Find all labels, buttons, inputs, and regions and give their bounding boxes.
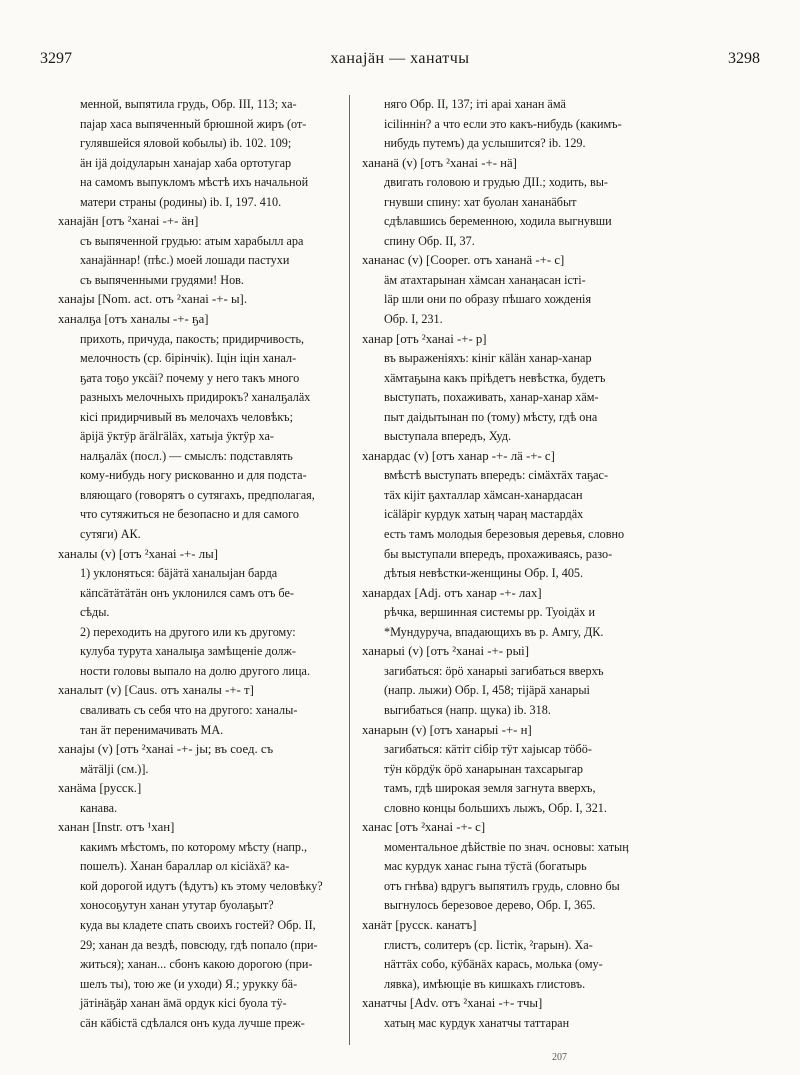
entry-line: канава. <box>80 800 118 815</box>
headword-line: ханатчы [Adv. отъ ²ханаі -+- тчы] <box>362 996 543 1011</box>
entry-line: мелочность (ср. бірінчік). Іцін іцін ханал- <box>80 351 297 366</box>
entry-line: ханаjӓннар! (пѣс.) моей лошади пастухи <box>80 253 290 268</box>
entry-line: менной, выпятила грудь, Обр. III, 113; ха- <box>80 97 297 111</box>
entry-line: куда вы кладете спать своихъ гостей? Обр. II, <box>80 917 316 932</box>
headword-line: хананас (v) [Cooper. отъ хананӓ -+- с] <box>362 253 565 268</box>
entry-line: гулявшейся яловой кобылы) ib. 102. 109; <box>80 136 292 151</box>
entry-line: дѣтыя невѣстки-женщины Обр. I, 405. <box>384 566 584 581</box>
entry-line: паjар хаса выпяченный брюшной жиръ (от- <box>80 116 307 131</box>
headword-line: ханӓма [русск.] <box>58 781 142 796</box>
printer-signature: 207 <box>552 1052 567 1063</box>
entry-line: ісіlіннін? а что если это какъ-нибудь (какимъ- <box>384 116 622 131</box>
entry-line: спину Обр. II, 37. <box>384 233 475 248</box>
entry-line: сдѣлавшись беременною, ходила выгнувши <box>384 214 612 229</box>
entry-line: словно концы большихъ лыжъ, Обр. I, 321. <box>384 800 607 815</box>
entry-line: выгибаться (напр. щука) ib. 318. <box>384 702 551 717</box>
running-title: ханаjӓн — ханатчы <box>330 50 470 67</box>
entry-line: ности головы выпало на долю другого лица. <box>80 663 311 678</box>
entry-line: вмѣстѣ выступать впередъ: сімӓхтӓх таҕас- <box>384 468 609 483</box>
entry-line: шелъ ты), тою же (и уходи) Я.; урукку бӓ- <box>80 976 298 991</box>
entry-line: съ выпяченными грудями! Нов. <box>80 272 244 287</box>
entry-line: ӓм атахтарынан хӓмсан ханаӊасан істі- <box>384 272 586 287</box>
entry-line: хоносоҕутун ханан утутар буолаҕыт? <box>80 898 274 913</box>
entry-line: что сутяжиться не безопасно и для самого <box>80 507 299 522</box>
entry-line: отъ гнѣва) вдругъ выпятилъ грудь, словно бы <box>384 878 620 893</box>
entry-line: *Мундуруча, впадающихъ въ р. Амгу, ДК. <box>384 624 604 639</box>
headword-line: ханар [отъ ²ханаі -+- р] <box>362 331 487 346</box>
entry-line: ӓріјӓ ӱктӱр ӓгӓlгӓlӓх, хатыја ӱктӱр ха- <box>80 429 274 444</box>
entry-line: налҕалӓх (посл.) — смыслъ: подставлять <box>80 448 293 463</box>
entry-line: мас курдук ханас гына тӱстӓ (богатырь <box>384 859 587 874</box>
entry-line: съ выпяченной грудью: атым харабылл ара <box>80 233 304 248</box>
entry-line: рѣчка, вершинная системы рр. Туоідӓх и <box>384 605 595 620</box>
entry-line: 2) переходить на другого или къ другому: <box>80 624 296 639</box>
entry-line: на самомъ выпукломъ мѣстѣ ихъ начальной <box>80 175 309 190</box>
headword-line: ханарын (v) [отъ ханарыі -+- н] <box>362 722 532 737</box>
headword-line: ханаjы (v) [отъ ²ханаі -+- јы; въ соед. съ <box>58 742 274 757</box>
headword-line: ханалы (v) [отъ ²ханаі -+- лы] <box>58 546 218 561</box>
headword-line: хананӓ (v) [отъ ²ханаі -+- нӓ] <box>362 155 517 170</box>
entry-line: хӓмтаҕына какъ пріѣдетъ невѣстка, будетъ <box>384 370 606 385</box>
entry-line: сӓн кӓбістӓ сдѣлался онъ куда лучше преж- <box>80 1015 305 1030</box>
entry-line: матери страны (родины) ib. I, 197. 410. <box>80 194 282 209</box>
entry-line: ҕата тоҕо уксӓі? почему у него такъ много <box>80 370 300 385</box>
entry-line: мӓтӓlјі (см.)]. <box>80 761 149 776</box>
page-number-right: 3298 <box>728 50 760 67</box>
entry-line: разныхъ мелочныхъ придирокъ? ханалҕалӓх <box>80 390 311 405</box>
entry-line: кӓпсӓтӓтӓтӓн онъ уклонился самъ отъ бе- <box>80 585 294 600</box>
entry-line: тӱн кӧрдӱк ӧрӧ ханарынан тахсарыгар <box>384 761 583 776</box>
page-header <box>40 50 760 74</box>
entry-line: кой дорогой идутъ (ѣдутъ) къ этому человѣку? <box>80 878 323 893</box>
entry-line: въ выраженіяхъ: кініг кӓlӓн ханар-ханар <box>384 351 592 366</box>
entry-line: няго Обр. II, 137; іті араі ханан ӓмӓ <box>384 97 566 111</box>
page-number-left: 3297 <box>40 50 72 67</box>
right-column <box>362 95 660 1033</box>
entry-line: кулуба турута ханалыҕа замѣщеніе долж- <box>80 644 296 659</box>
entry-line: лявка), имѣющіе въ кишкахъ глистовъ. <box>384 976 586 991</box>
entry-line: сутяги) АК. <box>80 527 141 542</box>
entry-line: моментальное дѣйствіе по знач. основы: хатыӊ <box>384 839 629 854</box>
entry-line: есть тамъ молодыя березовыя деревья, словно <box>384 527 625 542</box>
entry-line: гнувши спину: хат буолан хананӓбыт <box>384 194 577 209</box>
entry-line: Обр. I, 231. <box>384 312 443 327</box>
left-column <box>58 95 358 1033</box>
entry-line: пыт даідытынан по (тому) мѣсту, гдѣ она <box>384 409 598 424</box>
entry-line: глистъ, солитеръ (ср. Іістік, ²гарын). Ха- <box>384 937 593 952</box>
entry-line: житься); ханан... сбонъ какою дорогою (при- <box>80 957 313 972</box>
entry-line: сваливать съ себя что на другого: ханалы- <box>80 702 298 717</box>
entry-line: тамъ, гдѣ широкая земля загнута вверхъ, <box>384 781 596 796</box>
headword-line: ханардас (v) [отъ ханар -+- лӓ -+- с] <box>362 448 555 463</box>
entry-line: тан ӓт перенимачивать МА. <box>80 722 224 737</box>
entry-line: прихоть, причуда, пакость; придирчивость, <box>80 331 305 346</box>
entry-line: јӓтiнӓҕӓр ханан ӓмӓ ордук кісі буола тӱ- <box>80 996 287 1011</box>
entry-line: какимъ мѣстомъ, по которому мѣсту (напр., <box>80 839 308 854</box>
headword-line: ханас [отъ ²ханаі -+- с] <box>362 820 486 835</box>
entry-line: lӓр шли они по образу пѣшаго хожденія <box>384 292 592 307</box>
entry-line: вляющаго (говорятъ о сутягахъ, предполагая, <box>80 487 315 502</box>
entry-line: ісӓlӓріг курдук хатыӊ чараӊ мастардӓх <box>384 507 584 522</box>
entry-line: кісі придирчивый въ мелочахъ человѣкъ; <box>80 409 293 424</box>
entry-line: (напр. лыжи) Обр. I, 458; тіjӓрӓ ханарыі <box>384 683 590 698</box>
entry-line: нӓттӓх собо, кӱбӓнӓх карась, молька (ому- <box>384 957 603 972</box>
entry-line: загибаться: кӓтіт сібір тӱт хаjысар тӧбӧ- <box>384 742 592 757</box>
column-divider <box>349 95 350 1045</box>
headword-line: ханӓт [русск. канатъ] <box>362 917 477 932</box>
entry-line: тӓх кіјіт ҕахталлар хӓмсан-ханардасан <box>384 487 583 502</box>
entry-line: загибаться: ӧрӧ ханарыі загибаться вверхъ <box>384 663 604 678</box>
headword-line: ханан [Instr. отъ ¹хан] <box>58 820 175 835</box>
headword-line: ханалҕа [отъ ханалы -+- ҕа] <box>58 312 209 327</box>
entry-line: 1) уклоняться: бӓјӓтӓ ханалыјан барда <box>80 566 278 581</box>
entry-line: двигать головою и грудью ДII.; ходить, вы- <box>384 175 608 190</box>
entry-line: хатыӊ мас курдук ханатчы таттаран <box>384 1015 570 1030</box>
entry-line: бы выступали впередъ, прохаживаясь, разо- <box>384 546 613 561</box>
headword-line: ханалыт (v) [Caus. отъ ханалы -+- т] <box>58 683 254 698</box>
headword-line: ханаjы [Nom. act. отъ ²ханаі -+- ы]. <box>58 292 248 307</box>
entry-line: сѣды. <box>80 605 110 620</box>
headword-line: ханардах [Adj. отъ ханар -+- лах] <box>362 585 542 600</box>
entry-line: пошелъ). Ханан бараллар ол кісіӓхӓ? ка- <box>80 859 290 874</box>
entry-line: 29; ханан да вездѣ, повсюду, гдѣ попало (при- <box>80 937 318 952</box>
entry-line: нибудь путемъ) да услышится? ib. 129. <box>384 136 586 151</box>
entry-line: ӓн iјӓ доідуларын ханаjар хаба ортотугар <box>80 155 292 170</box>
headword-line: ханаjӓн [отъ ²ханаі -+- ӓн] <box>58 214 199 229</box>
headword-line: ханарыі (v) [отъ ²ханаі -+- рыі] <box>362 644 529 659</box>
entry-line: выступала впередъ, Худ. <box>384 429 512 444</box>
entry-line: выгнулось березовое дерево, Обр. I, 365. <box>384 898 596 913</box>
entry-line: выступать, похаживать, ханар-ханар хӓм- <box>384 390 599 405</box>
entry-line: кому-нибудь ногу рискованно и для подста- <box>80 468 307 483</box>
